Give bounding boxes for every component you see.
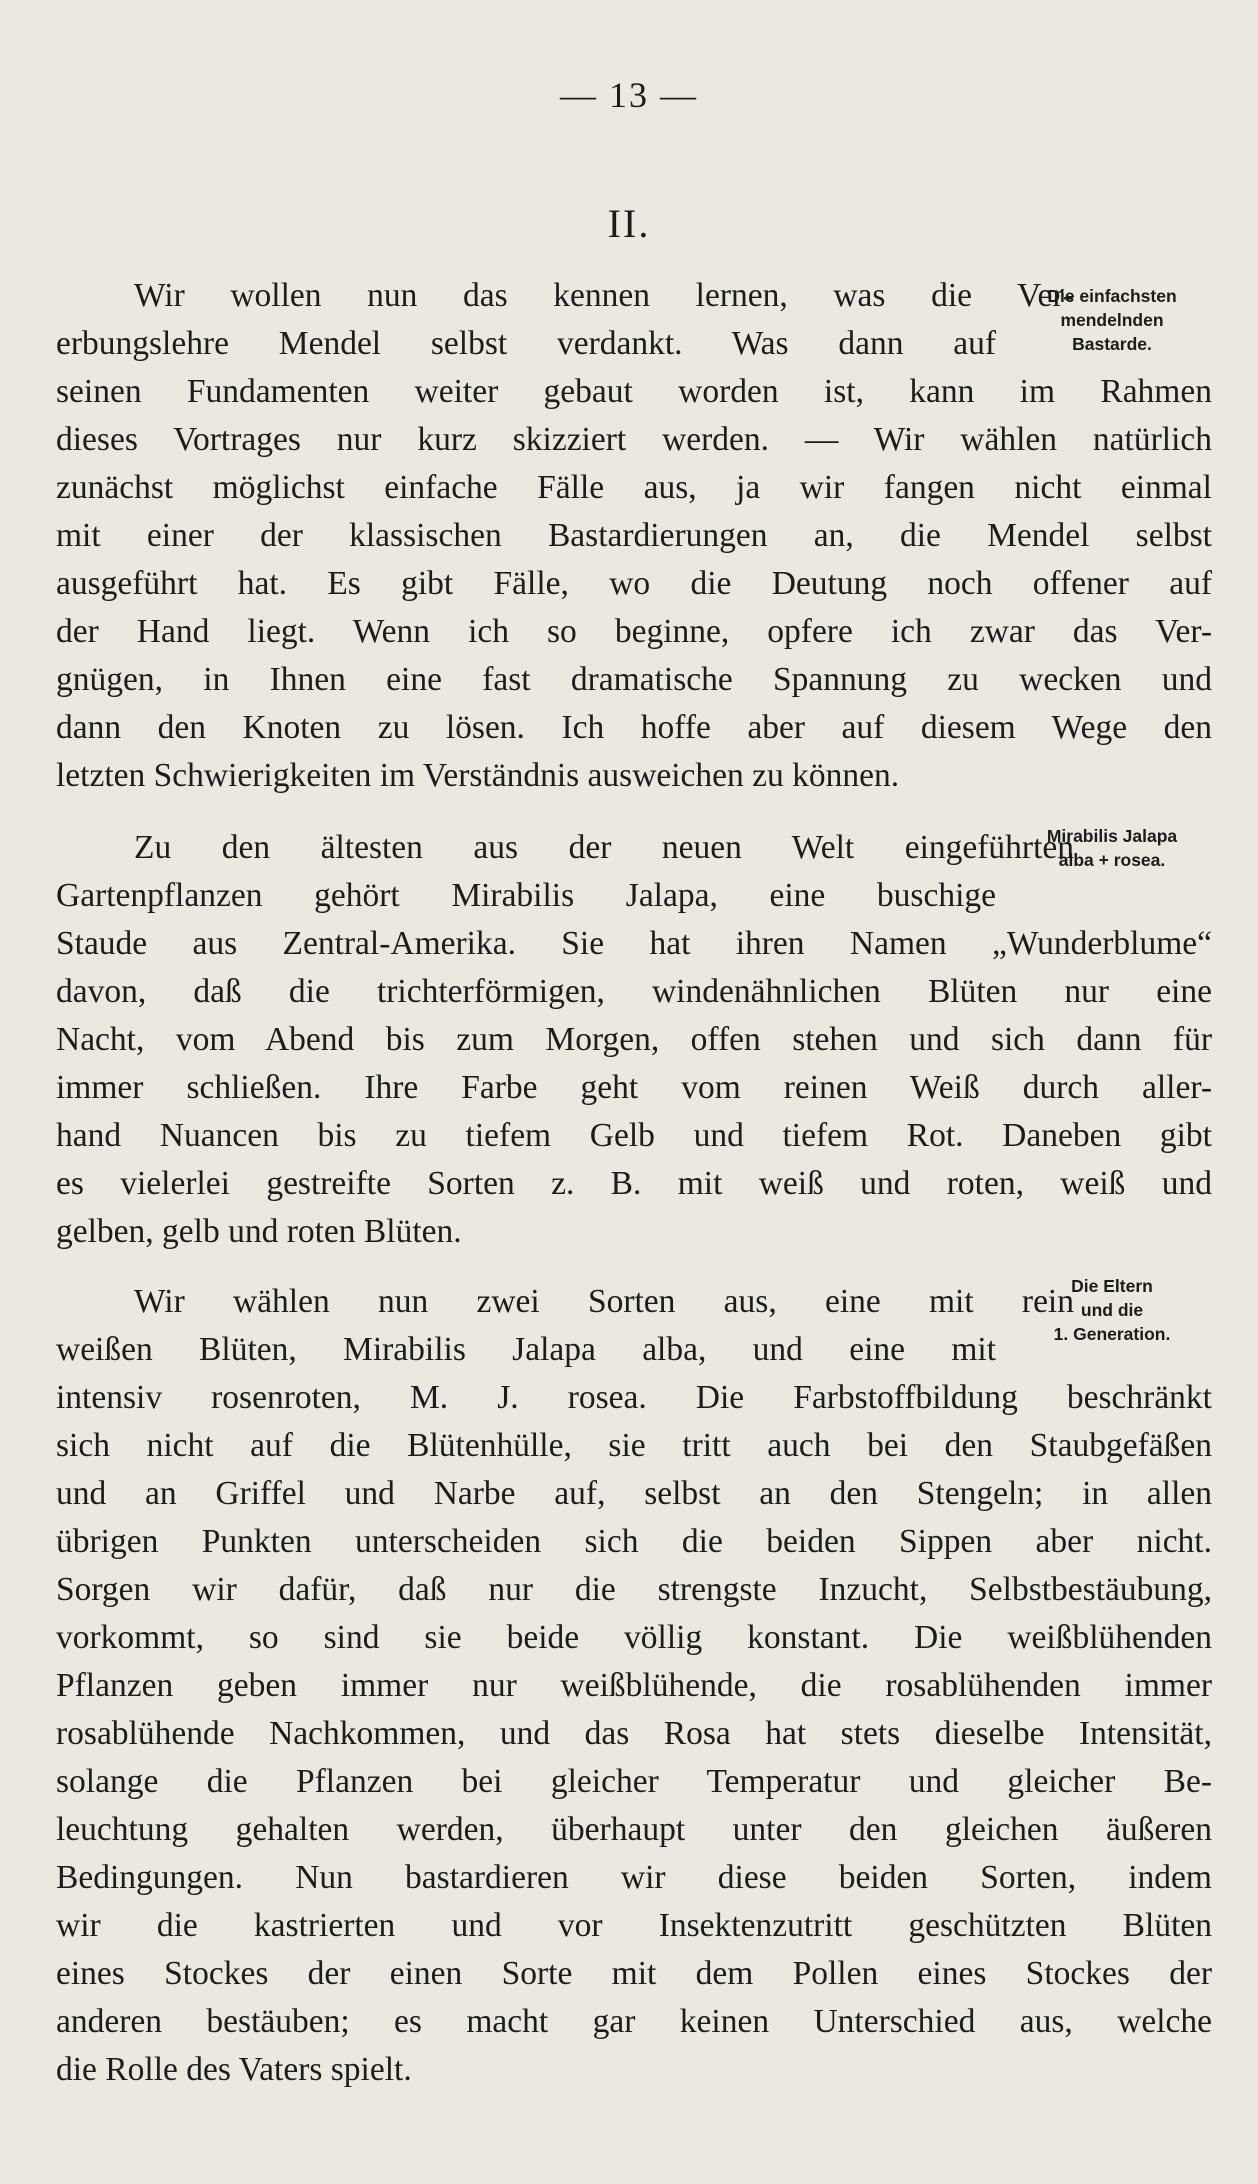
text-line: mit einer der klassischen Bastardierungen an, die Mendel selbst <box>56 517 1212 554</box>
text-line: Staude aus Zentral-Amerika. Sie hat ihren Namen „Wunderblume“ <box>56 925 1212 962</box>
text-line: ausgeführt hat. Es gibt Fälle, wo die Deutung noch offener auf <box>56 565 1212 602</box>
text-line: hand Nuancen bis zu tiefem Gelb und tiefem Rot. Daneben gibt <box>56 1117 1212 1154</box>
text-line: es vielerlei gestreifte Sorten z. B. mit weiß und roten, weiß und <box>56 1165 1212 1202</box>
text-line: letzten Schwierigkeiten im Verständnis ausweichen zu können. <box>56 757 900 794</box>
text-line: übrigen Punkten unterscheiden sich die beiden Sippen aber nicht. <box>56 1523 1212 1560</box>
text-line: vorkommt, so sind sie beide völlig konstant. Die weißblühenden <box>56 1619 1212 1656</box>
text-line: weißen Blüten, Mirabilis Jalapa alba, und eine mit <box>56 1331 996 1368</box>
text-line: leuchtung gehalten werden, überhaupt unter den gleichen äußeren <box>56 1811 1212 1848</box>
text-line: seinen Fundamenten weiter gebaut worden ist, kann im Rahmen <box>56 373 1212 410</box>
sidenote-line: und die <box>1080 1300 1144 1320</box>
text-line: Zu den ältesten aus der neuen Welt eingeführten <box>134 829 1074 866</box>
sidenote-line: 1. Generation. <box>1053 1324 1171 1344</box>
text-line: Bedingungen. Nun bastardieren wir diese beiden Sorten, indem <box>56 1859 1212 1896</box>
sidenote-line: Die einfachsten <box>1047 286 1177 306</box>
sidenote-mirabilis <box>1012 824 1212 872</box>
text-line: solange die Pflanzen bei gleicher Temperatur und gleicher Be- <box>56 1763 1212 1800</box>
text-line: und an Griffel und Narbe auf, selbst an den Stengeln; in allen <box>56 1475 1212 1512</box>
text-line: immer schließen. Ihre Farbe geht vom reinen Weiß durch aller- <box>56 1069 1212 1106</box>
text-line: rosablühende Nachkommen, und das Rosa hat stets dieselbe Intensität, <box>56 1715 1212 1752</box>
text-line: gelben, gelb und roten Blüten. <box>56 1213 462 1250</box>
section-heading: II. <box>607 201 651 246</box>
sidenote-line: Mirabilis Jalapa <box>1046 826 1178 846</box>
text-line: Sorgen wir dafür, daß nur die strengste Inzucht, Selbstbestäubung, <box>56 1571 1212 1608</box>
text-line: gnügen, in Ihnen eine fast dramatische Spannung zu wecken und <box>56 661 1212 698</box>
sidenote-line: mendelnden <box>1060 310 1164 330</box>
text-line: Wir wollen nun das kennen lernen, was die Ver- <box>134 277 1074 314</box>
text-line: Pflanzen geben immer nur weißblühende, die rosablühenden immer <box>56 1667 1212 1704</box>
paragraph-2 <box>56 824 1212 1256</box>
page-number: — 13 — <box>560 75 698 115</box>
page-body <box>56 272 1212 2094</box>
sidenote-parents-generation <box>1012 1274 1212 1346</box>
text-line: eines Stockes der einen Sorte mit dem Pollen eines Stockes der <box>56 1955 1212 1992</box>
text-line: wir die kastrierten und vor Insektenzutritt geschützten Blüten <box>56 1907 1212 1944</box>
sidenote-simplest-hybrids <box>1012 284 1212 356</box>
text-line: Gartenpflanzen gehört Mirabilis Jalapa, eine buschige <box>56 877 996 914</box>
text-line: intensiv rosenroten, M. J. rosea. Die Farbstoffbildung beschränkt <box>56 1379 1212 1416</box>
sidenote-line: Die Eltern <box>1071 1276 1153 1296</box>
sidenote-line: alba + rosea. <box>1058 850 1166 870</box>
text-line: der Hand liegt. Wenn ich so beginne, opfere ich zwar das Ver- <box>56 613 1212 650</box>
text-line: anderen bestäuben; es macht gar keinen Unterschied aus, welche <box>56 2003 1212 2040</box>
text-line: dann den Knoten zu lösen. Ich hoffe aber auf diesem Wege den <box>56 709 1212 746</box>
text-line: erbungslehre Mendel selbst verdankt. Was dann auf <box>56 325 996 362</box>
text-line: die Rolle des Vaters spielt. <box>56 2051 412 2088</box>
sidenote-line: Bastarde. <box>1072 334 1152 354</box>
text-line: Nacht, vom Abend bis zum Morgen, offen stehen und sich dann für <box>56 1021 1212 1058</box>
text-line: Wir wählen nun zwei Sorten aus, eine mit rein <box>134 1283 1074 1320</box>
text-line: dieses Vortrages nur kurz skizziert werden. — Wir wählen natürlich <box>56 421 1212 458</box>
paragraph-3 <box>56 1278 1212 2094</box>
text-line: davon, daß die trichterförmigen, windenähnlichen Blüten nur eine <box>56 973 1212 1010</box>
text-line: zunächst möglichst einfache Fälle aus, ja wir fangen nicht einmal <box>56 469 1212 506</box>
text-line: sich nicht auf die Blütenhülle, sie tritt auch bei den Staubgefäßen <box>56 1427 1212 1464</box>
